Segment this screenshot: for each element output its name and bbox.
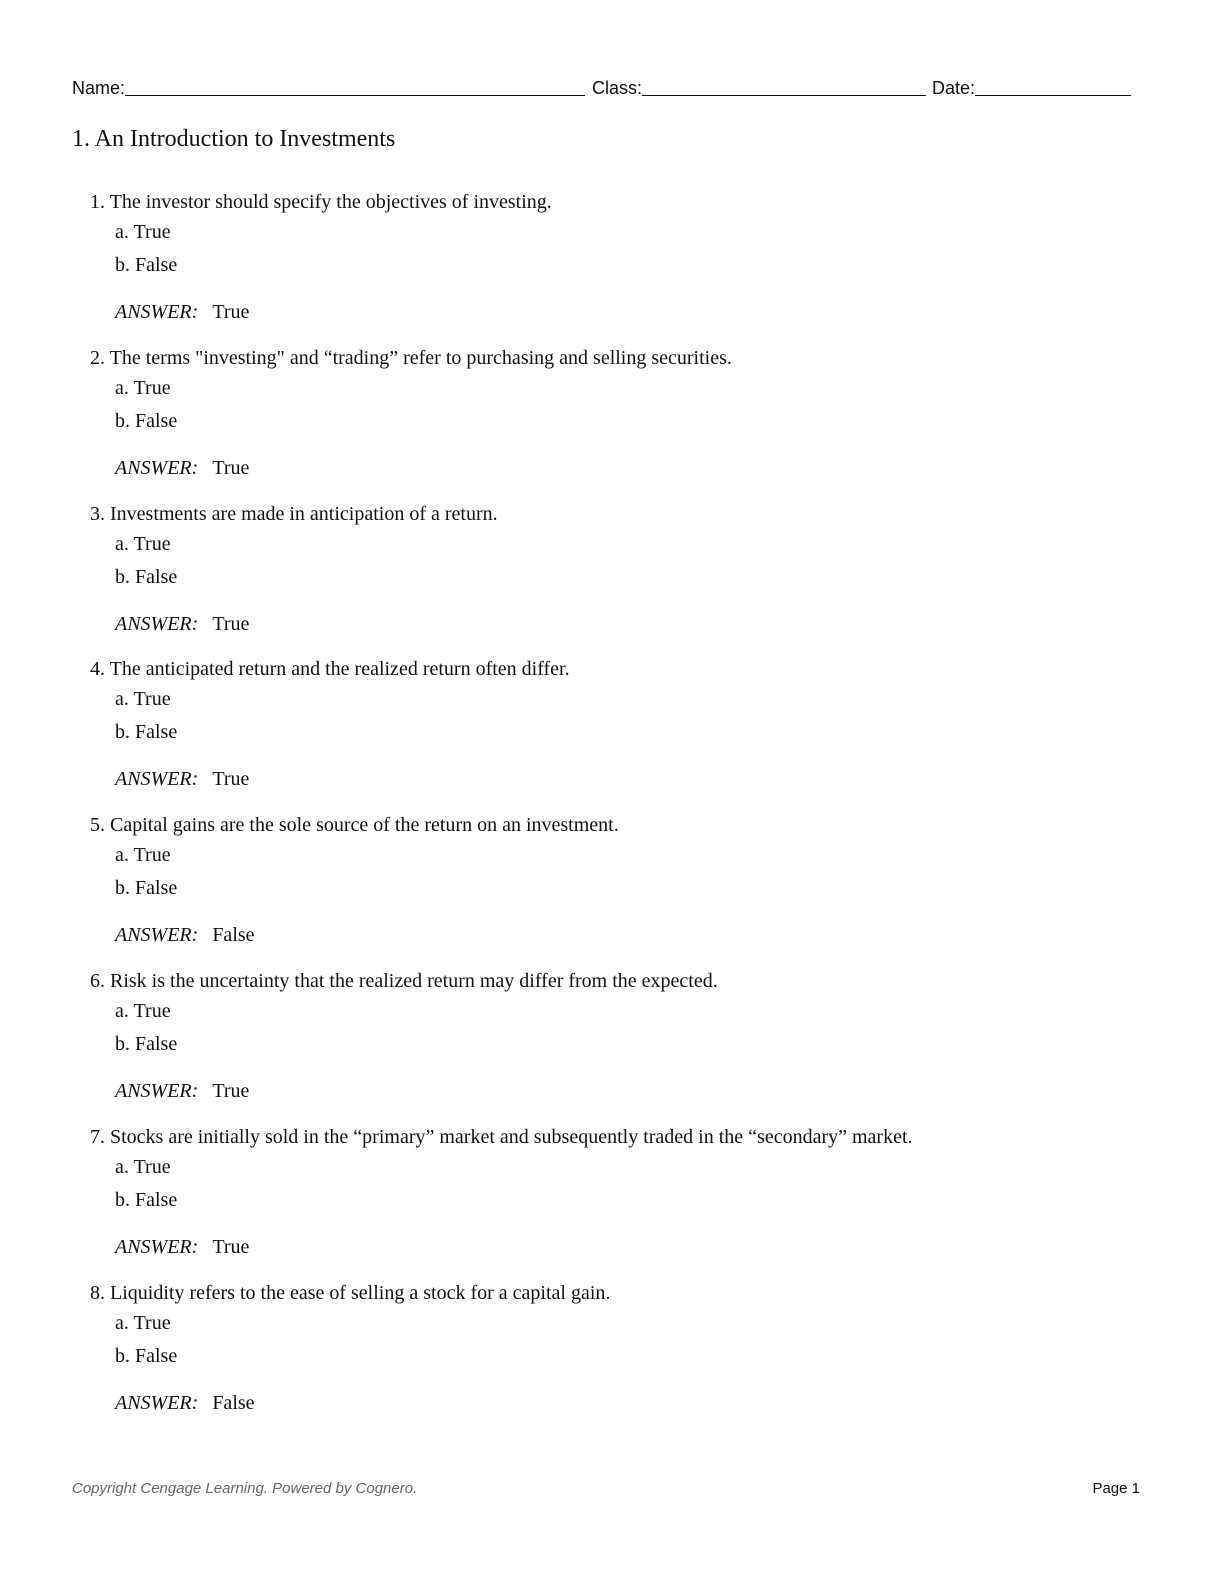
choice-true[interactable]: a. True	[115, 999, 171, 1022]
choice-true[interactable]: a. True	[115, 376, 171, 399]
answer-label: ANSWER:	[115, 768, 199, 791]
name-label: Name:	[72, 78, 126, 98]
question-5	[90, 811, 1150, 967]
question-text: The terms "investing" and “trading” refer to purchasing and selling securities.	[109, 346, 732, 369]
question-number: 4.	[90, 658, 105, 681]
page-title: 1. An Introduction to Investments	[72, 126, 396, 152]
answer-value: True	[212, 301, 250, 323]
question-text: Capital gains are the sole source of the return on an investment.	[110, 814, 619, 837]
choice-false[interactable]: b. False	[115, 409, 178, 432]
answer-label: ANSWER:	[115, 456, 199, 479]
question-6	[90, 967, 1150, 1123]
question-7	[90, 1123, 1150, 1279]
answer-line	[115, 298, 249, 326]
name-field[interactable]	[72, 76, 585, 98]
answer-value: True	[212, 1079, 250, 1102]
choice-false[interactable]: b. False	[115, 1188, 178, 1211]
choice-true[interactable]: a. True	[115, 532, 171, 555]
question-stem	[90, 1279, 610, 1307]
answer-label: ANSWER:	[115, 924, 199, 947]
question-list	[90, 188, 1150, 1434]
question-stem	[90, 811, 619, 839]
copyright-footer: Copyright Cengage Learning. Powered by Cognero.	[72, 1480, 418, 1497]
answer-label: ANSWER:	[115, 612, 199, 635]
choice-true[interactable]: a. True	[115, 844, 171, 867]
question-4	[90, 655, 1150, 811]
answer-value: True	[212, 456, 250, 479]
question-text: Stocks are initially sold in the “primary” market and subsequently traded in the “secondary” market.	[110, 1125, 913, 1148]
question-2	[90, 344, 1150, 500]
question-3	[90, 500, 1150, 656]
answer-line	[115, 921, 255, 949]
question-8	[90, 1279, 1150, 1435]
header-fields	[72, 72, 1140, 98]
question-text: Investments are made in anticipation of a return.	[110, 502, 498, 525]
question-1	[90, 188, 1150, 344]
choice-false[interactable]: b. False	[115, 1032, 178, 1055]
answer-label: ANSWER:	[115, 1235, 199, 1258]
choice-false[interactable]: b. False	[115, 565, 178, 588]
choice-false[interactable]: b. False	[115, 877, 178, 900]
question-text: The anticipated return and the realized return often differ.	[109, 658, 570, 681]
choice-true[interactable]: a. True	[115, 221, 171, 243]
answer-line	[115, 1389, 255, 1417]
answer-label: ANSWER:	[115, 1391, 199, 1414]
answer-line	[115, 765, 249, 793]
name-blank-line[interactable]	[125, 76, 585, 96]
answer-line	[115, 1077, 249, 1105]
question-number: 5.	[90, 814, 105, 837]
question-number: 1.	[90, 191, 105, 213]
class-field[interactable]	[592, 76, 926, 98]
answer-line	[115, 610, 249, 638]
choice-false[interactable]: b. False	[115, 1344, 178, 1367]
answer-value: True	[212, 612, 250, 635]
class-label: Class:	[592, 78, 643, 98]
date-field[interactable]	[932, 76, 1131, 98]
question-number: 7.	[90, 1125, 105, 1148]
question-stem	[90, 967, 718, 995]
choice-true[interactable]: a. True	[115, 688, 171, 711]
choice-false[interactable]: b. False	[115, 721, 178, 744]
choice-false[interactable]: b. False	[115, 254, 178, 276]
answer-value: False	[212, 1391, 255, 1414]
choice-true[interactable]: a. True	[115, 1311, 171, 1334]
page-number: Page 1	[1092, 1480, 1140, 1497]
question-stem	[90, 655, 570, 683]
question-stem	[90, 344, 732, 372]
question-stem	[90, 500, 498, 528]
answer-value: False	[212, 924, 255, 947]
question-text: The investor should specify the objectives of investing.	[109, 191, 552, 213]
question-text: Liquidity refers to the ease of selling a stock for a capital gain.	[110, 1281, 611, 1304]
question-text: Risk is the uncertainty that the realized return may differ from the expected.	[110, 969, 718, 992]
choice-true[interactable]: a. True	[115, 1155, 171, 1178]
class-blank-line[interactable]	[642, 76, 926, 96]
answer-value: True	[212, 1235, 250, 1258]
answer-line	[115, 1233, 249, 1261]
question-number: 2.	[90, 346, 105, 369]
answer-line	[115, 454, 249, 482]
answer-label: ANSWER:	[115, 1079, 199, 1102]
date-label: Date:	[932, 78, 976, 98]
question-stem	[90, 188, 552, 216]
date-blank-line[interactable]	[975, 76, 1131, 96]
question-number: 3.	[90, 502, 105, 525]
answer-label: ANSWER:	[115, 301, 199, 323]
answer-value: True	[212, 768, 250, 791]
question-number: 6.	[90, 969, 105, 992]
question-stem	[90, 1123, 913, 1151]
question-number: 8.	[90, 1281, 105, 1304]
